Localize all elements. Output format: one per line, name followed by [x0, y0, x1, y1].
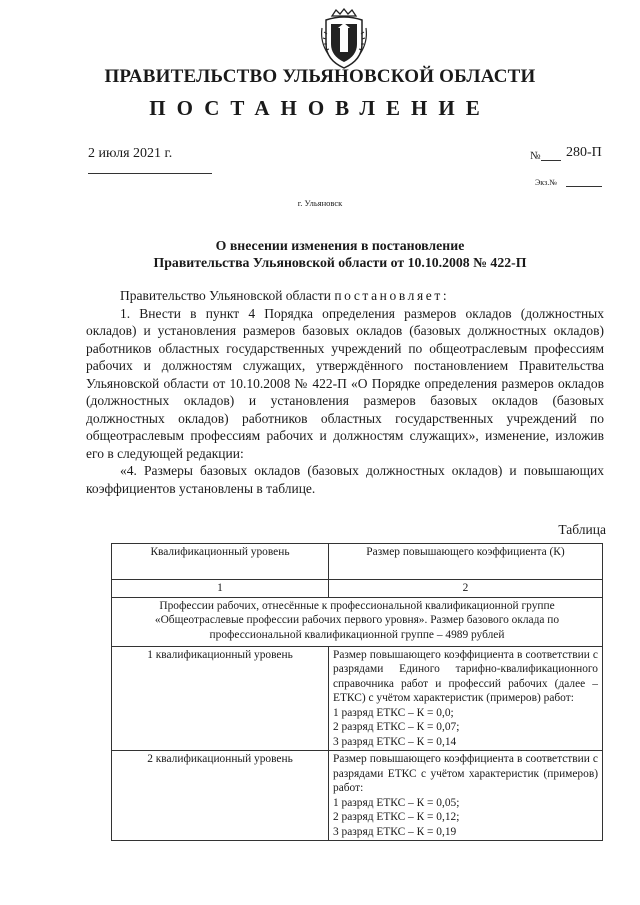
city: г. Ульяновск [297, 198, 343, 208]
column-number-1: 1 [112, 580, 329, 598]
level-cell: 1 квалификационный уровень [112, 646, 329, 751]
table-row [112, 751, 603, 841]
grade-line: 1 разряд ЕТКС – К = 0,05; [333, 796, 460, 809]
column-header-level: Квалификационный уровень [112, 544, 329, 580]
coefficients-table [111, 543, 603, 841]
decree-number: 280-П [566, 145, 602, 160]
date-underline [88, 173, 212, 174]
table-column-numbers-row [112, 580, 603, 598]
item-1-paragraph: 1. Внести в пункт 4 Порядка определения размеров окладов (должностных окладов) и установления размеров базовых окладов (базовых должностных окладов) работников областных государственных учреждений по общеотраслевым профессиям рабочих и должностям служащих, утверждённого постановлением Правительства Ульяновской области от 10.10.2008 № 422-П «О Порядке определения размеров окладов (должностных окладов) и установления размеров базовых окладов (базовых должностных окладов) работников областных государственных учреждений по общеотраслевым профессиям рабочих и должностям служащих», изменение, изложив его в следующей редакции: [86, 305, 604, 461]
number-sign: № [530, 150, 541, 162]
copy-number-underline [566, 186, 602, 187]
table-row [112, 646, 603, 751]
grade-line: 1 разряд ЕТКС – К = 0,0; [333, 706, 454, 719]
intro-prefix: Правительство Ульяновской области [120, 288, 331, 303]
coefficient-cell [329, 751, 603, 841]
column-number-2: 2 [329, 580, 603, 598]
qualification-group-text: Профессии рабочих, отнесённые к профессиональной квалификационной группе «Общеотраслевые профессии рабочих первого уровня». Размер базового оклада по профессиональной квалификационной группе – 4989 рублей [112, 597, 603, 646]
grade-line: 2 разряд ЕТКС – К = 0,07; [333, 721, 460, 733]
table-caption: Таблица [558, 522, 606, 537]
column-header-coefficient: Размер повышающего коэффициента (К) [329, 544, 603, 580]
intro-verb: постановляет: [334, 288, 450, 303]
intro-paragraph [86, 287, 604, 305]
decree-subject [60, 237, 620, 271]
grade-line: 3 разряд ЕТКС – К = 0,19 [333, 825, 457, 838]
subject-line-1: О внесении изменения в постановление [215, 238, 465, 253]
table-group-row [112, 597, 603, 646]
decree-body [86, 287, 604, 497]
coefficient-description: Размер повышающего коэффициента в соответствии с разрядами Единого тарифно-квалификационного справочника работ и профессий рабочих (далее – ЕТКС) с учётом характеристик (примеров) работ: [333, 648, 598, 704]
grade-line: 2 разряд ЕТКС – К = 0,12; [333, 811, 460, 823]
number-underline [541, 160, 561, 161]
table-header-row [112, 544, 603, 580]
decree-date: 2 июля 2021 г. [88, 146, 173, 161]
item-4-paragraph: «4. Размеры базовых окладов (базовых должностных окладов) и повышающих коэффициентов установлены в таблице. [86, 463, 604, 496]
grade-line: 3 разряд ЕТКС – К = 0,14 [333, 735, 457, 748]
coefficient-cell [329, 646, 603, 751]
subject-line-2: Правительства Ульяновской области от 10.10.2008 № 422-П [153, 255, 527, 270]
copy-number-label: Экз.№ [535, 178, 557, 187]
level-cell: 2 квалификационный уровень [112, 751, 329, 841]
document-type-title: ПОСТАНОВЛЕНИЕ [149, 96, 491, 120]
government-name: ПРАВИТЕЛЬСТВО УЛЬЯНОВСКОЙ ОБЛАСТИ [104, 66, 536, 87]
coefficient-description: Размер повышающего коэффициента в соответствии с разрядами ЕТКС с учётом характеристик (примеров) работ: [333, 753, 598, 794]
coat-of-arms-icon [318, 8, 370, 70]
